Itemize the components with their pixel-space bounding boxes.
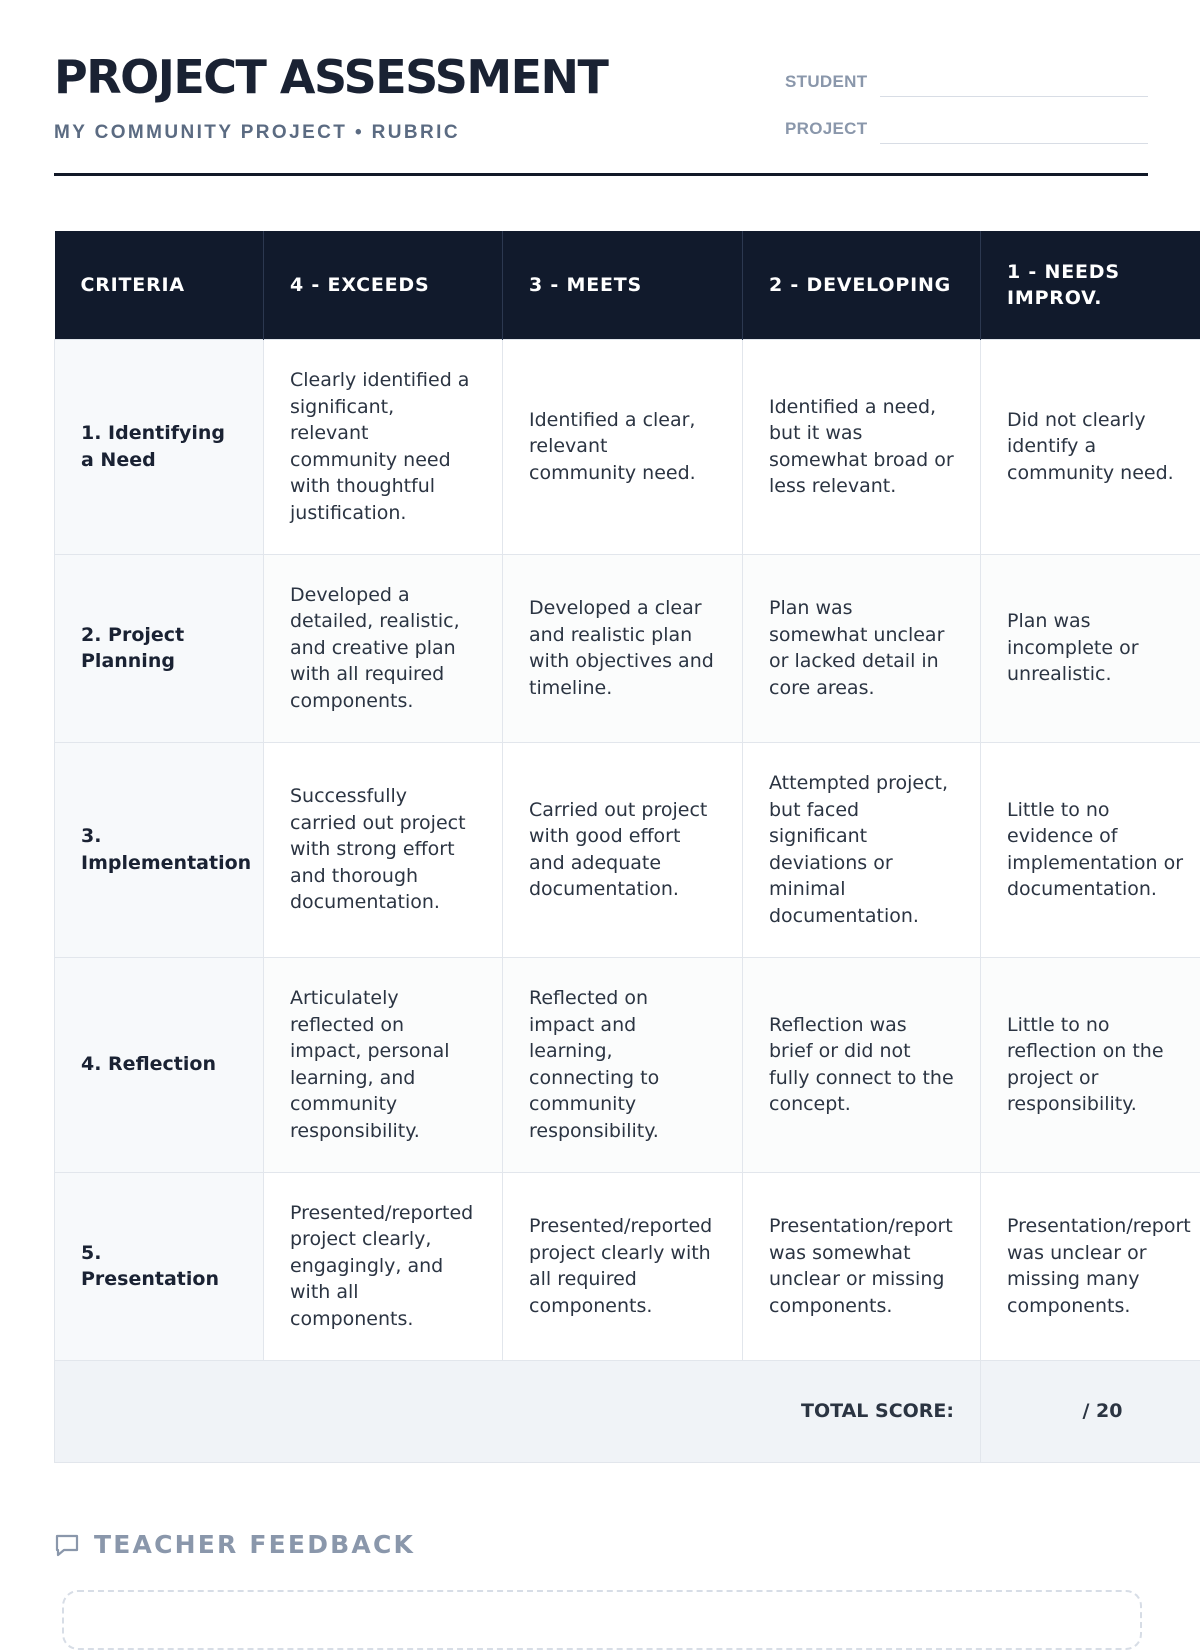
- total-score-label: TOTAL SCORE:: [55, 1360, 981, 1462]
- rubric-cell: Presentation/report was somewhat unclear or missing components.: [743, 1172, 981, 1360]
- table-row: [55, 1172, 1200, 1360]
- rubric-cell: Little to no evidence of implementation or documentation.: [981, 742, 1200, 957]
- rubric-header-row: [55, 231, 1200, 339]
- teacher-feedback-title: TEACHER FEEDBACK: [94, 1530, 415, 1559]
- rubric-cell: Successfully carried out project with strong effort and thorough documentation.: [264, 742, 503, 957]
- column-header-criteria: CRITERIA: [55, 231, 264, 339]
- rubric-cell: Reflected on impact and learning, connecting to community responsibility.: [503, 957, 743, 1172]
- student-label: STUDENT: [785, 72, 867, 92]
- rubric-cell: Presented/reported project clearly, engagingly, and with all components.: [264, 1172, 503, 1360]
- teacher-feedback-input[interactable]: [62, 1590, 1142, 1650]
- project-label: PROJECT: [785, 119, 867, 139]
- total-score-value[interactable]: / 20: [981, 1360, 1200, 1462]
- column-header-meets: 3 - MEETS: [503, 231, 743, 339]
- rubric-cell: Presentation/report was unclear or missing many components.: [981, 1172, 1200, 1360]
- rubric-cell: Attempted project, but faced significant deviations or minimal documentation.: [743, 742, 981, 957]
- rubric-cell: Did not clearly identify a community need.: [981, 339, 1200, 554]
- rubric-cell: Articulately reflected on impact, personal learning, and community responsibility.: [264, 957, 503, 1172]
- total-row: [55, 1360, 1200, 1462]
- criterion-cell: 4. Reflection: [55, 957, 264, 1172]
- rubric-table: [54, 231, 1200, 1463]
- rubric-cell: Reflection was brief or did not fully connect to the concept.: [743, 957, 981, 1172]
- page-title: PROJECT ASSESSMENT: [54, 54, 607, 100]
- rubric-cell: Plan was somewhat unclear or lacked detail in core areas.: [743, 554, 981, 742]
- criterion-cell: 3. Implementation: [55, 742, 264, 957]
- table-row: [55, 957, 1200, 1172]
- table-row: [55, 742, 1200, 957]
- criterion-cell: 5. Presentation: [55, 1172, 264, 1360]
- rubric-cell: Presented/reported project clearly with all required components.: [503, 1172, 743, 1360]
- table-row: [55, 554, 1200, 742]
- page-header: [54, 50, 1148, 176]
- criterion-cell: 2. Project Planning: [55, 554, 264, 742]
- rubric-cell: Developed a detailed, realistic, and creative plan with all required components.: [264, 554, 503, 742]
- student-field[interactable]: [880, 96, 1148, 97]
- rubric-cell: Identified a clear, relevant community need.: [503, 339, 743, 554]
- project-field[interactable]: [880, 143, 1148, 144]
- page-subtitle: MY COMMUNITY PROJECT • RUBRIC: [54, 122, 460, 144]
- rubric-cell: Identified a need, but it was somewhat broad or less relevant.: [743, 339, 981, 554]
- rubric-cell: Little to no reflection on the project or responsibility.: [981, 957, 1200, 1172]
- teacher-feedback-heading: [54, 1530, 415, 1559]
- rubric-cell: Plan was incomplete or unrealistic.: [981, 554, 1200, 742]
- rubric-cell: Developed a clear and realistic plan with objectives and timeline.: [503, 554, 743, 742]
- column-header-exceeds: 4 - EXCEEDS: [264, 231, 503, 339]
- rubric-cell: Carried out project with good effort and adequate documentation.: [503, 742, 743, 957]
- criterion-cell: 1. Identifying a Need: [55, 339, 264, 554]
- column-header-developing: 2 - DEVELOPING: [743, 231, 981, 339]
- rubric-cell: Clearly identified a significant, relevant community need with thoughtful justification.: [264, 339, 503, 554]
- table-row: [55, 339, 1200, 554]
- column-header-needs-improvement: 1 - NEEDS IMPROV.: [981, 231, 1200, 339]
- comment-icon: [54, 1532, 80, 1558]
